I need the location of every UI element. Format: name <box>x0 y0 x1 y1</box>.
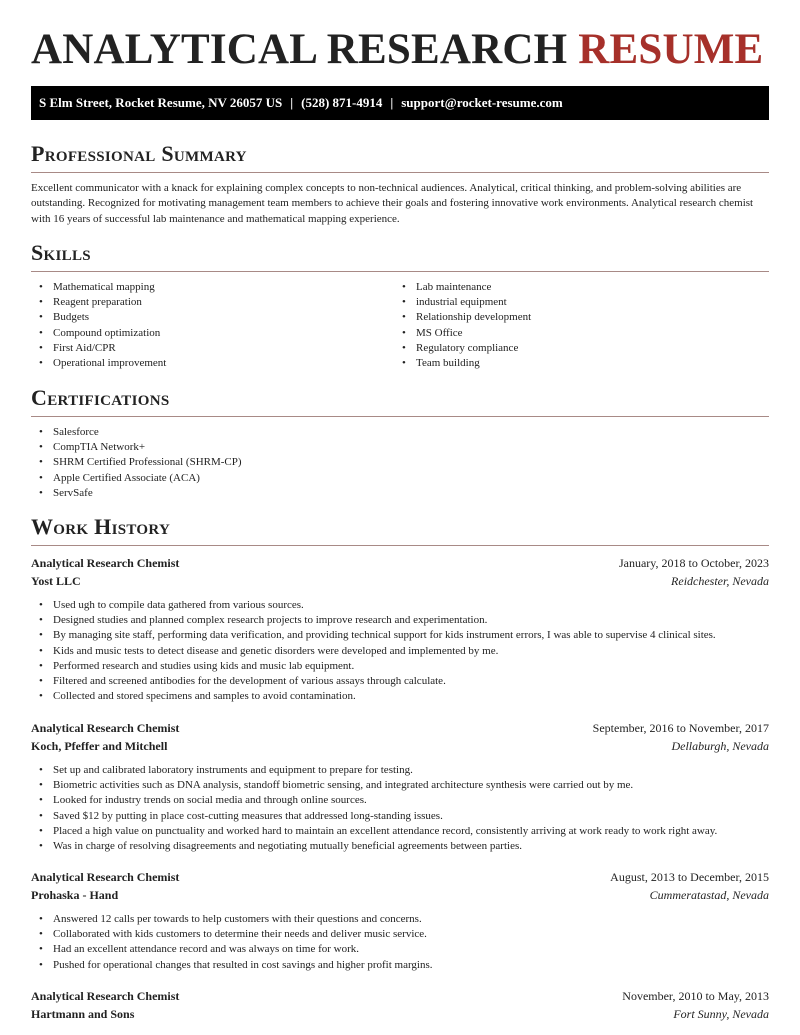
resume-title-main: ANALYTICAL RESEARCH <box>31 26 568 73</box>
skill-item: • Budgets <box>31 310 166 325</box>
job-bullet: • Answered 12 calls per towards to help customers with their questions and concerns. <box>31 912 433 927</box>
job-location: Fort Sunny, Nevada <box>673 1007 769 1021</box>
skill-item: • Reagent preparation <box>31 295 166 310</box>
summary-heading: Professional Summary <box>31 141 247 166</box>
skill-item: • Team building <box>394 356 531 371</box>
contact-email[interactable]: support@rocket-resume.com <box>401 95 563 110</box>
job-location: Reidchester, Nevada <box>671 574 769 588</box>
skills-heading: Skills <box>31 240 91 265</box>
job-bullet: • By managing site staff, performing data verification, and providing technical support for kids instrument errors, I was able to supervise 4 clinical sites. <box>31 628 716 643</box>
job-bullets <box>31 763 717 854</box>
job-bullet: • Was in charge of resolving disagreements and negotiating mutually beneficial agreements between parties. <box>31 839 717 854</box>
job-title: Analytical Research Chemist <box>31 870 180 884</box>
certification-item: • Apple Certified Associate (ACA) <box>31 471 242 486</box>
job-company: Koch, Pfeffer and Mitchell <box>31 739 168 753</box>
work-history-heading: Work History <box>31 514 171 539</box>
contact-bar <box>31 86 769 120</box>
certification-item: • CompTIA Network+ <box>31 440 242 455</box>
certification-item: • SHRM Certified Professional (SHRM-CP) <box>31 455 242 470</box>
job-title: Analytical Research Chemist <box>31 556 180 570</box>
job-location: Dellaburgh, Nevada <box>671 739 769 753</box>
resume-title <box>31 28 763 71</box>
job-company: Yost LLC <box>31 574 81 588</box>
certifications-divider <box>31 416 769 417</box>
job-bullet: • Collaborated with kids customers to determine their needs and deliver music service. <box>31 927 433 942</box>
skill-item: • Regulatory compliance <box>394 341 531 356</box>
job-bullet: • Set up and calibrated laboratory instruments and equipment to prepare for testing. <box>31 763 717 778</box>
job-bullet: • Had an excellent attendance record and was always on time for work. <box>31 942 433 957</box>
job-bullet: • Looked for industry trends on social media and through online sources. <box>31 793 717 808</box>
job-bullet: • Biometric activities such as DNA analysis, standoff biometric sensing, and integrated architecture synthesis were carried out by me. <box>31 778 717 793</box>
skill-item: • Operational improvement <box>31 356 166 371</box>
job-bullet: • Used ugh to compile data gathered from various sources. <box>31 598 716 613</box>
summary-divider <box>31 172 769 173</box>
skill-item: • First Aid/CPR <box>31 341 166 356</box>
certifications-list <box>31 425 242 501</box>
contact-phone[interactable]: (528) 871-4914 <box>301 95 383 110</box>
work-history-divider <box>31 545 769 546</box>
contact-address: S Elm Street, Rocket Resume, NV 26057 US <box>39 95 283 110</box>
job-dates: September, 2016 to November, 2017 <box>592 721 769 735</box>
skills-list-right <box>394 280 531 371</box>
contact-separator: | <box>390 95 394 110</box>
skill-item: • MS Office <box>394 326 531 341</box>
job-bullet: • Designed studies and planned complex research projects to improve research and experimentation. <box>31 613 716 628</box>
contact-separator: | <box>290 95 294 110</box>
skill-item: • Relationship development <box>394 310 531 325</box>
skill-item: • Compound optimization <box>31 326 166 341</box>
certifications-heading: Certifications <box>31 385 170 410</box>
job-company: Prohaska - Hand <box>31 888 119 902</box>
job-company: Hartmann and Sons <box>31 1007 135 1021</box>
job-bullet: • Placed a high value on punctuality and worked hard to maintain an excellent attendance record, consistently arriving at work ready to work right away. <box>31 824 717 839</box>
job-bullets <box>31 912 433 973</box>
skill-item: • Mathematical mapping <box>31 280 166 295</box>
resume-title-accent: RESUME <box>578 26 764 73</box>
skills-list-left <box>31 280 166 371</box>
job-dates: August, 2013 to December, 2015 <box>610 870 769 884</box>
skill-item: • Lab maintenance <box>394 280 531 295</box>
job-bullets <box>31 598 716 704</box>
job-dates: November, 2010 to May, 2013 <box>622 989 769 1003</box>
job-bullet: • Performed research and studies using kids and music lab equipment. <box>31 659 716 674</box>
job-bullet: • Kids and music tests to detect disease and genetic disorders were developed and implemented by me. <box>31 644 716 659</box>
skill-item: • industrial equipment <box>394 295 531 310</box>
certification-item: • ServSafe <box>31 486 242 501</box>
certification-item: • Salesforce <box>31 425 242 440</box>
job-location: Cummeratastad, Nevada <box>649 888 769 902</box>
job-title: Analytical Research Chemist <box>31 721 180 735</box>
skills-divider <box>31 271 769 272</box>
summary-text: Excellent communicator with a knack for explaining complex concepts to non-technical audiences. Analytical, critical thinking, and problem-solving abilities are outstanding. Recognized for motivating management team members to achieve their goals and fostering innovative work environments. Analytical research chemist with 16 years of successful lab maintenance and mathematical mapping experience. <box>31 182 754 225</box>
job-title: Analytical Research Chemist <box>31 989 180 1003</box>
job-bullet: • Collected and stored specimens and samples to avoid contamination. <box>31 689 716 704</box>
job-bullet: • Filtered and screened antibodies for the development of various assays through calculate. <box>31 674 716 689</box>
job-dates: January, 2018 to October, 2023 <box>618 556 769 570</box>
job-bullet: • Pushed for operational changes that resulted in cost savings and higher profit margins. <box>31 958 433 973</box>
job-bullet: • Saved $12 by putting in place cost-cutting measures that addressed long-standing issues. <box>31 809 717 824</box>
